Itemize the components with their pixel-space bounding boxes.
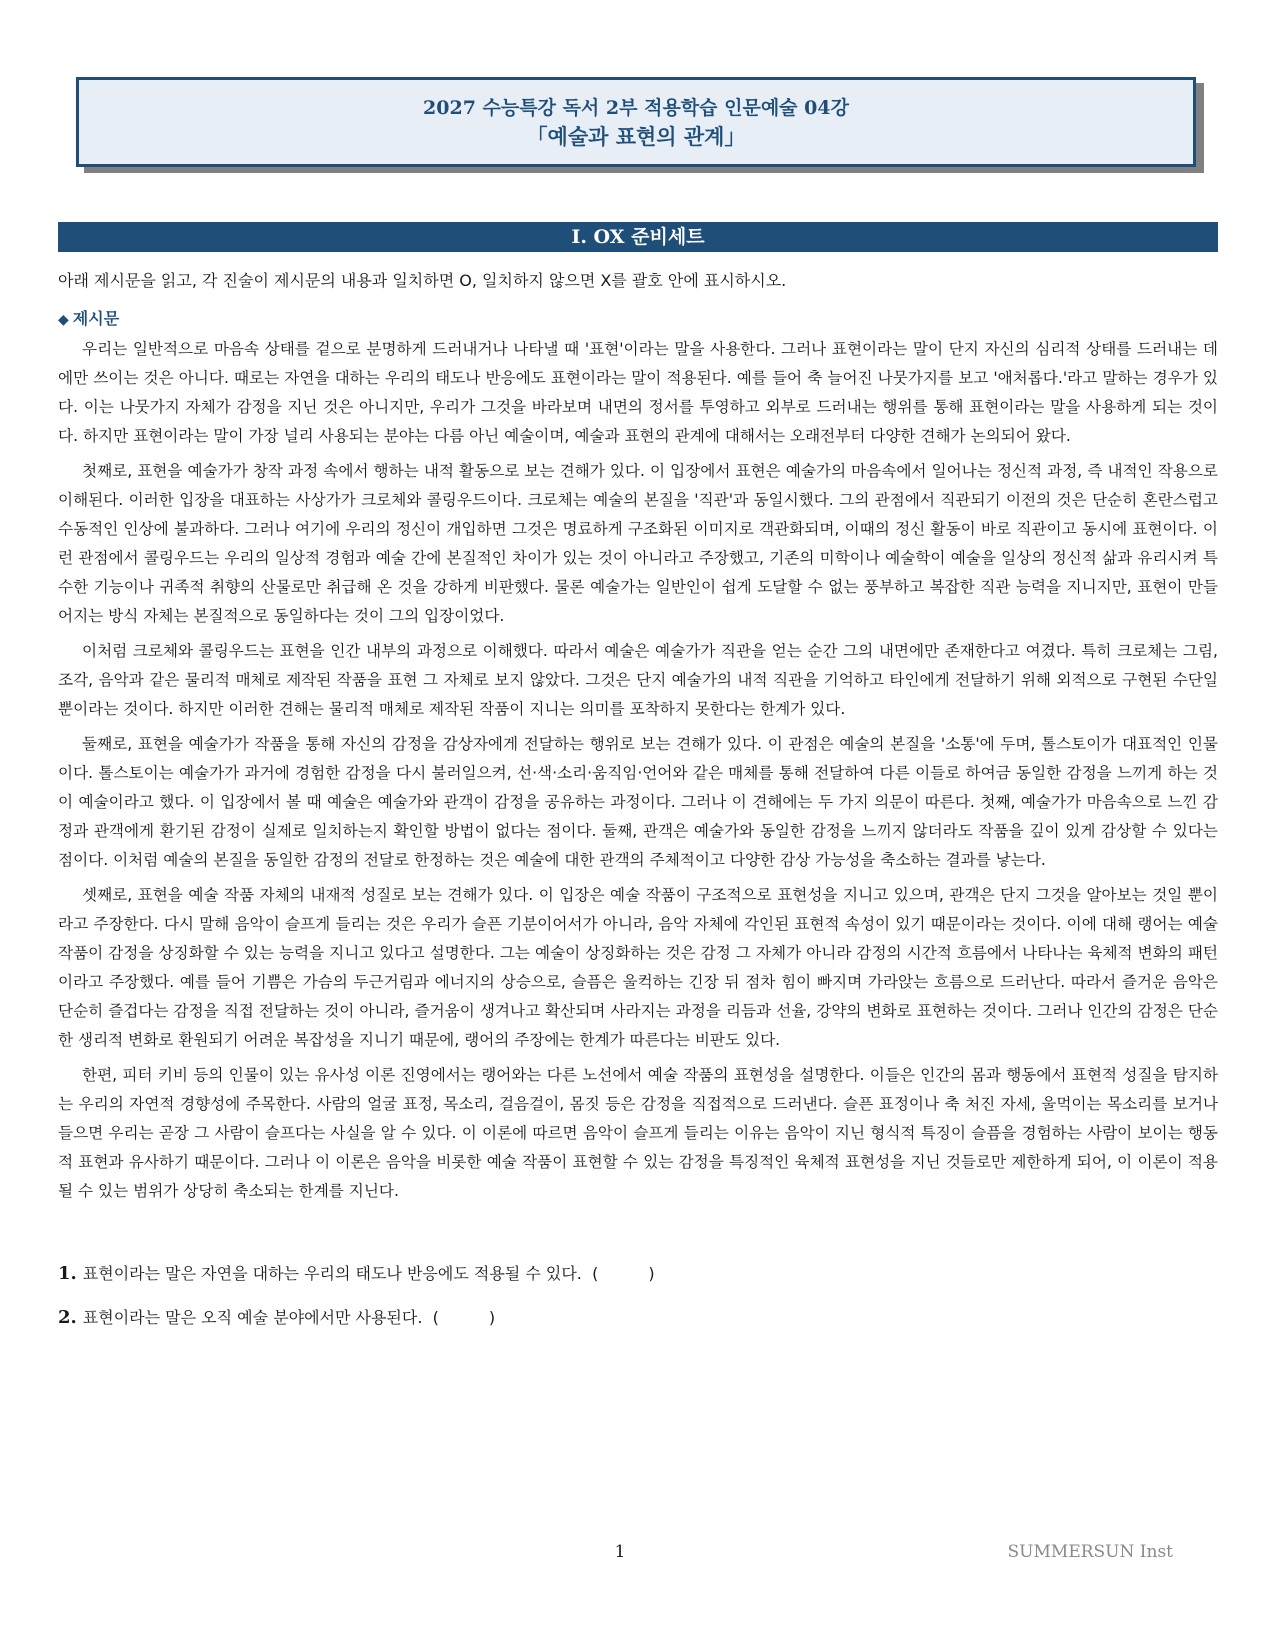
passage-label-text: 제시문 — [72, 309, 120, 328]
title-line-2: 「예술과 표현의 관계」 — [526, 125, 746, 149]
passage-paragraph-6: 한편, 피터 키비 등의 인물이 있는 유사성 이론 진영에서는 랭어와는 다른 노선에서 예술 작품의 표현성을 설명한다. 이들은 인간의 몸과 행동에서 표현적 성질을 탐지하는 우리의 자연적 경향성에 주목한다. 사람의 얼굴 표정, 목소리, 걸음걸이, 몸짓 등은 감정을 직접적으로 드러낸다. 슬픈 표정이나 축 처진 자세, 울먹이는 목소리를 보거나 들으면 우리는 곧장 그 사람이 슬프다는 사실을 알 수 있다. 이 이론에 따르면 음악이 슬프게 들리는 이유는 음악이 지닌 형식적 특징이 슬픔을 경험하는 사람이 보이는 행동적 표현과 유사하기 때문이다. 그러나 이 이론은 음악을 비롯한 예술 작품이 표현할 수 있는 감정을 특징적인 육체적 표현성을 지닌 것들로만 제한하게 되어, 이 이론이 적용될 수 있는 범위가 상당히 축소되는 한계를 지닌다. — [58, 1066, 1218, 1200]
question-item-1 — [58, 1252, 1218, 1296]
title-box — [76, 77, 1196, 167]
content — [58, 266, 1218, 1340]
question-number: 2. — [58, 1307, 77, 1328]
question-item-2 — [58, 1296, 1218, 1340]
question-text: 표현이라는 말은 오직 예술 분야에서만 사용된다. — [82, 1308, 423, 1327]
passage-paragraph-3: 이처럼 크로체와 콜링우드는 표현을 인간 내부의 과정으로 이해했다. 따라서 예술은 예술가가 직관을 얻는 순간 그의 내면에만 존재한다고 여겼다. 특히 크로체는 그림, 조각, 음악과 같은 물리적 매체로 제작된 작품을 표현 그 자체로 보지 않았다. 그것은 단지 예술가의 내적 직관을 기억하고 타인에게 전달하기 위해 외적으로 구현된 수단일 뿐이라는 것이다. 하지만 이러한 견해는 물리적 매체로 제작된 작품이 지니는 의미를 포착하지 못한다는 한계가 있다. — [58, 642, 1218, 718]
question-text: 표현이라는 말은 자연을 대하는 우리의 태도나 반응에도 적용될 수 있다. — [82, 1264, 582, 1283]
question-number: 1. — [58, 1263, 77, 1284]
title-line-1: 2027 수능특강 독서 2부 적용학습 인문예술 04강 — [423, 97, 849, 119]
page-number: 1 — [614, 1542, 626, 1562]
footer-watermark: SUMMERSUN Inst — [1007, 1542, 1173, 1562]
answer-blank[interactable]: ( ) — [432, 1308, 496, 1327]
section-title-bar: I. OX 준비세트 — [58, 222, 1218, 252]
instruction-text: 아래 제시문을 읽고, 각 진술이 제시문의 내용과 일치하면 O, 일치하지 않으면 X를 괄호 안에 표시하시오. — [58, 271, 787, 290]
passage-label — [58, 306, 1218, 333]
passage-paragraph-1: 우리는 일반적으로 마음속 상태를 겉으로 분명하게 드러내거나 나타낼 때 '표현'이라는 말을 사용한다. 그러나 표현이라는 말이 단지 자신의 심리적 상태를 드러내는 데에만 쓰이는 것은 아니다. 때로는 자연을 대하는 우리의 태도나 반응에도 표현이라는 말이 적용된다. 예를 들어 축 늘어진 나뭇가지를 보고 '애처롭다.'라고 말하는 경우가 있다. 이는 나뭇가지 자체가 감정을 지닌 것은 아니지만, 우리가 그것을 바라보며 내면의 정서를 투영하고 외부로 드러내는 행위를 통해 표현이라는 말을 사용하게 되는 것이다. 하지만 표현이라는 말이 가장 널리 사용되는 분야는 다름 아닌 예술이며, 예술과 표현의 관계에 대해서는 오래전부터 다양한 견해가 논의되어 왔다. — [58, 340, 1218, 445]
passage-paragraph-5: 셋째로, 표현을 예술 작품 자체의 내재적 성질로 보는 견해가 있다. 이 입장은 예술 작품이 구조적으로 표현성을 지니고 있으며, 관객은 단지 그것을 알아보는 것일 뿐이라고 주장한다. 다시 말해 음악이 슬프게 들리는 것은 우리가 슬픈 기분이어서가 아니라, 음악 자체에 각인된 표현적 속성이 있기 때문이라는 것이다. 이에 대해 랭어는 예술 작품이 감정을 상징화할 수 있는 능력을 지니고 있다고 설명한다. 그는 예술이 상징화하는 것은 감정 그 자체가 아니라 감정의 시간적 흐름에서 나타나는 육체적 변화의 패턴이라고 주장했다. 예를 들어 기쁨은 가슴의 두근거림과 에너지의 상승으로, 슬픔은 울컥하는 긴장 뒤 점차 힘이 빠지며 가라앉는 흐름으로 드러난다. 따라서 즐거운 음악은 단순히 즐겁다는 감정을 직접 전달하는 것이 아니라, 즐거움이 생겨나고 확산되며 사라지는 과정을 리듬과 선율, 강약의 변화로 표현하는 것이다. 그러나 인간의 감정은 단순한 생리적 변화로 환원되기 어려운 복잡성을 지니기 때문에, 랭어의 주장에는 한계가 따른다는 비판도 있다. — [58, 886, 1218, 1049]
passage-paragraph-2: 첫째로, 표현을 예술가가 창작 과정 속에서 행하는 내적 활동으로 보는 견해가 있다. 이 입장에서 표현은 예술가의 마음속에서 일어나는 정신적 과정, 즉 내적인 작용으로 이해된다. 이러한 입장을 대표하는 사상가가 크로체와 콜링우드이다. 크로체는 예술의 본질을 '직관'과 동일시했다. 그의 관점에서 직관되기 이전의 것은 단순히 혼란스럽고 수동적인 인상에 불과하다. 그러나 여기에 우리의 정신이 개입하면 그것은 명료하게 구조화된 이미지로 객관화되며, 이때의 정신 활동이 바로 직관이고 동시에 표현이다. 이런 관점에서 콜링우드는 우리의 일상적 경험과 예술 간에 본질적인 차이가 있는 것이 아니라고 주장했고, 기존의 미학이나 예술학이 예술을 일상의 정신적 삶과 유리시켜 특수한 기능이나 귀족적 취향의 산물로만 취급해 온 것을 강하게 비판했다. 물론 예술가는 일반인이 쉽게 도달할 수 없는 풍부하고 복잡한 직관 능력을 지니지만, 표현이 만들어지는 방식 자체는 본질적으로 동일하다는 것이 그의 입장이었다. — [58, 462, 1218, 625]
diamond-icon: ◆ — [58, 312, 69, 328]
question-list — [58, 1252, 1218, 1340]
answer-blank[interactable]: ( ) — [592, 1264, 655, 1283]
passage-paragraph-4: 둘째로, 표현을 예술가가 작품을 통해 자신의 감정을 감상자에게 전달하는 행위로 보는 견해가 있다. 이 관점은 예술의 본질을 '소통'에 두며, 톨스토이가 대표적인 인물이다. 톨스토이는 예술가가 과거에 경험한 감정을 다시 불러일으켜, 선·색·소리·움직임·언어와 같은 매체를 통해 전달하여 다른 이들로 하여금 동일한 감정을 느끼게 하는 것이 예술이라고 했다. 이 입장에서 볼 때 예술은 예술가와 관객이 감정을 공유하는 과정이다. 그러나 이 견해에는 두 가지 의문이 따른다. 첫째, 예술가가 마음속으로 느낀 감정과 관객에게 환기된 감정이 실제로 일치하는지 확인할 방법이 없다는 점이다. 둘째, 관객은 예술가와 동일한 감정을 느끼지 않더라도 작품을 깊이 있게 감상할 수 있다는 점이다. 이처럼 예술의 본질을 동일한 감정의 전달로 한정하는 것은 예술에 대한 관객의 주체적이고 다양한 감상 가능성을 축소하는 결과를 낳는다. — [58, 735, 1218, 869]
